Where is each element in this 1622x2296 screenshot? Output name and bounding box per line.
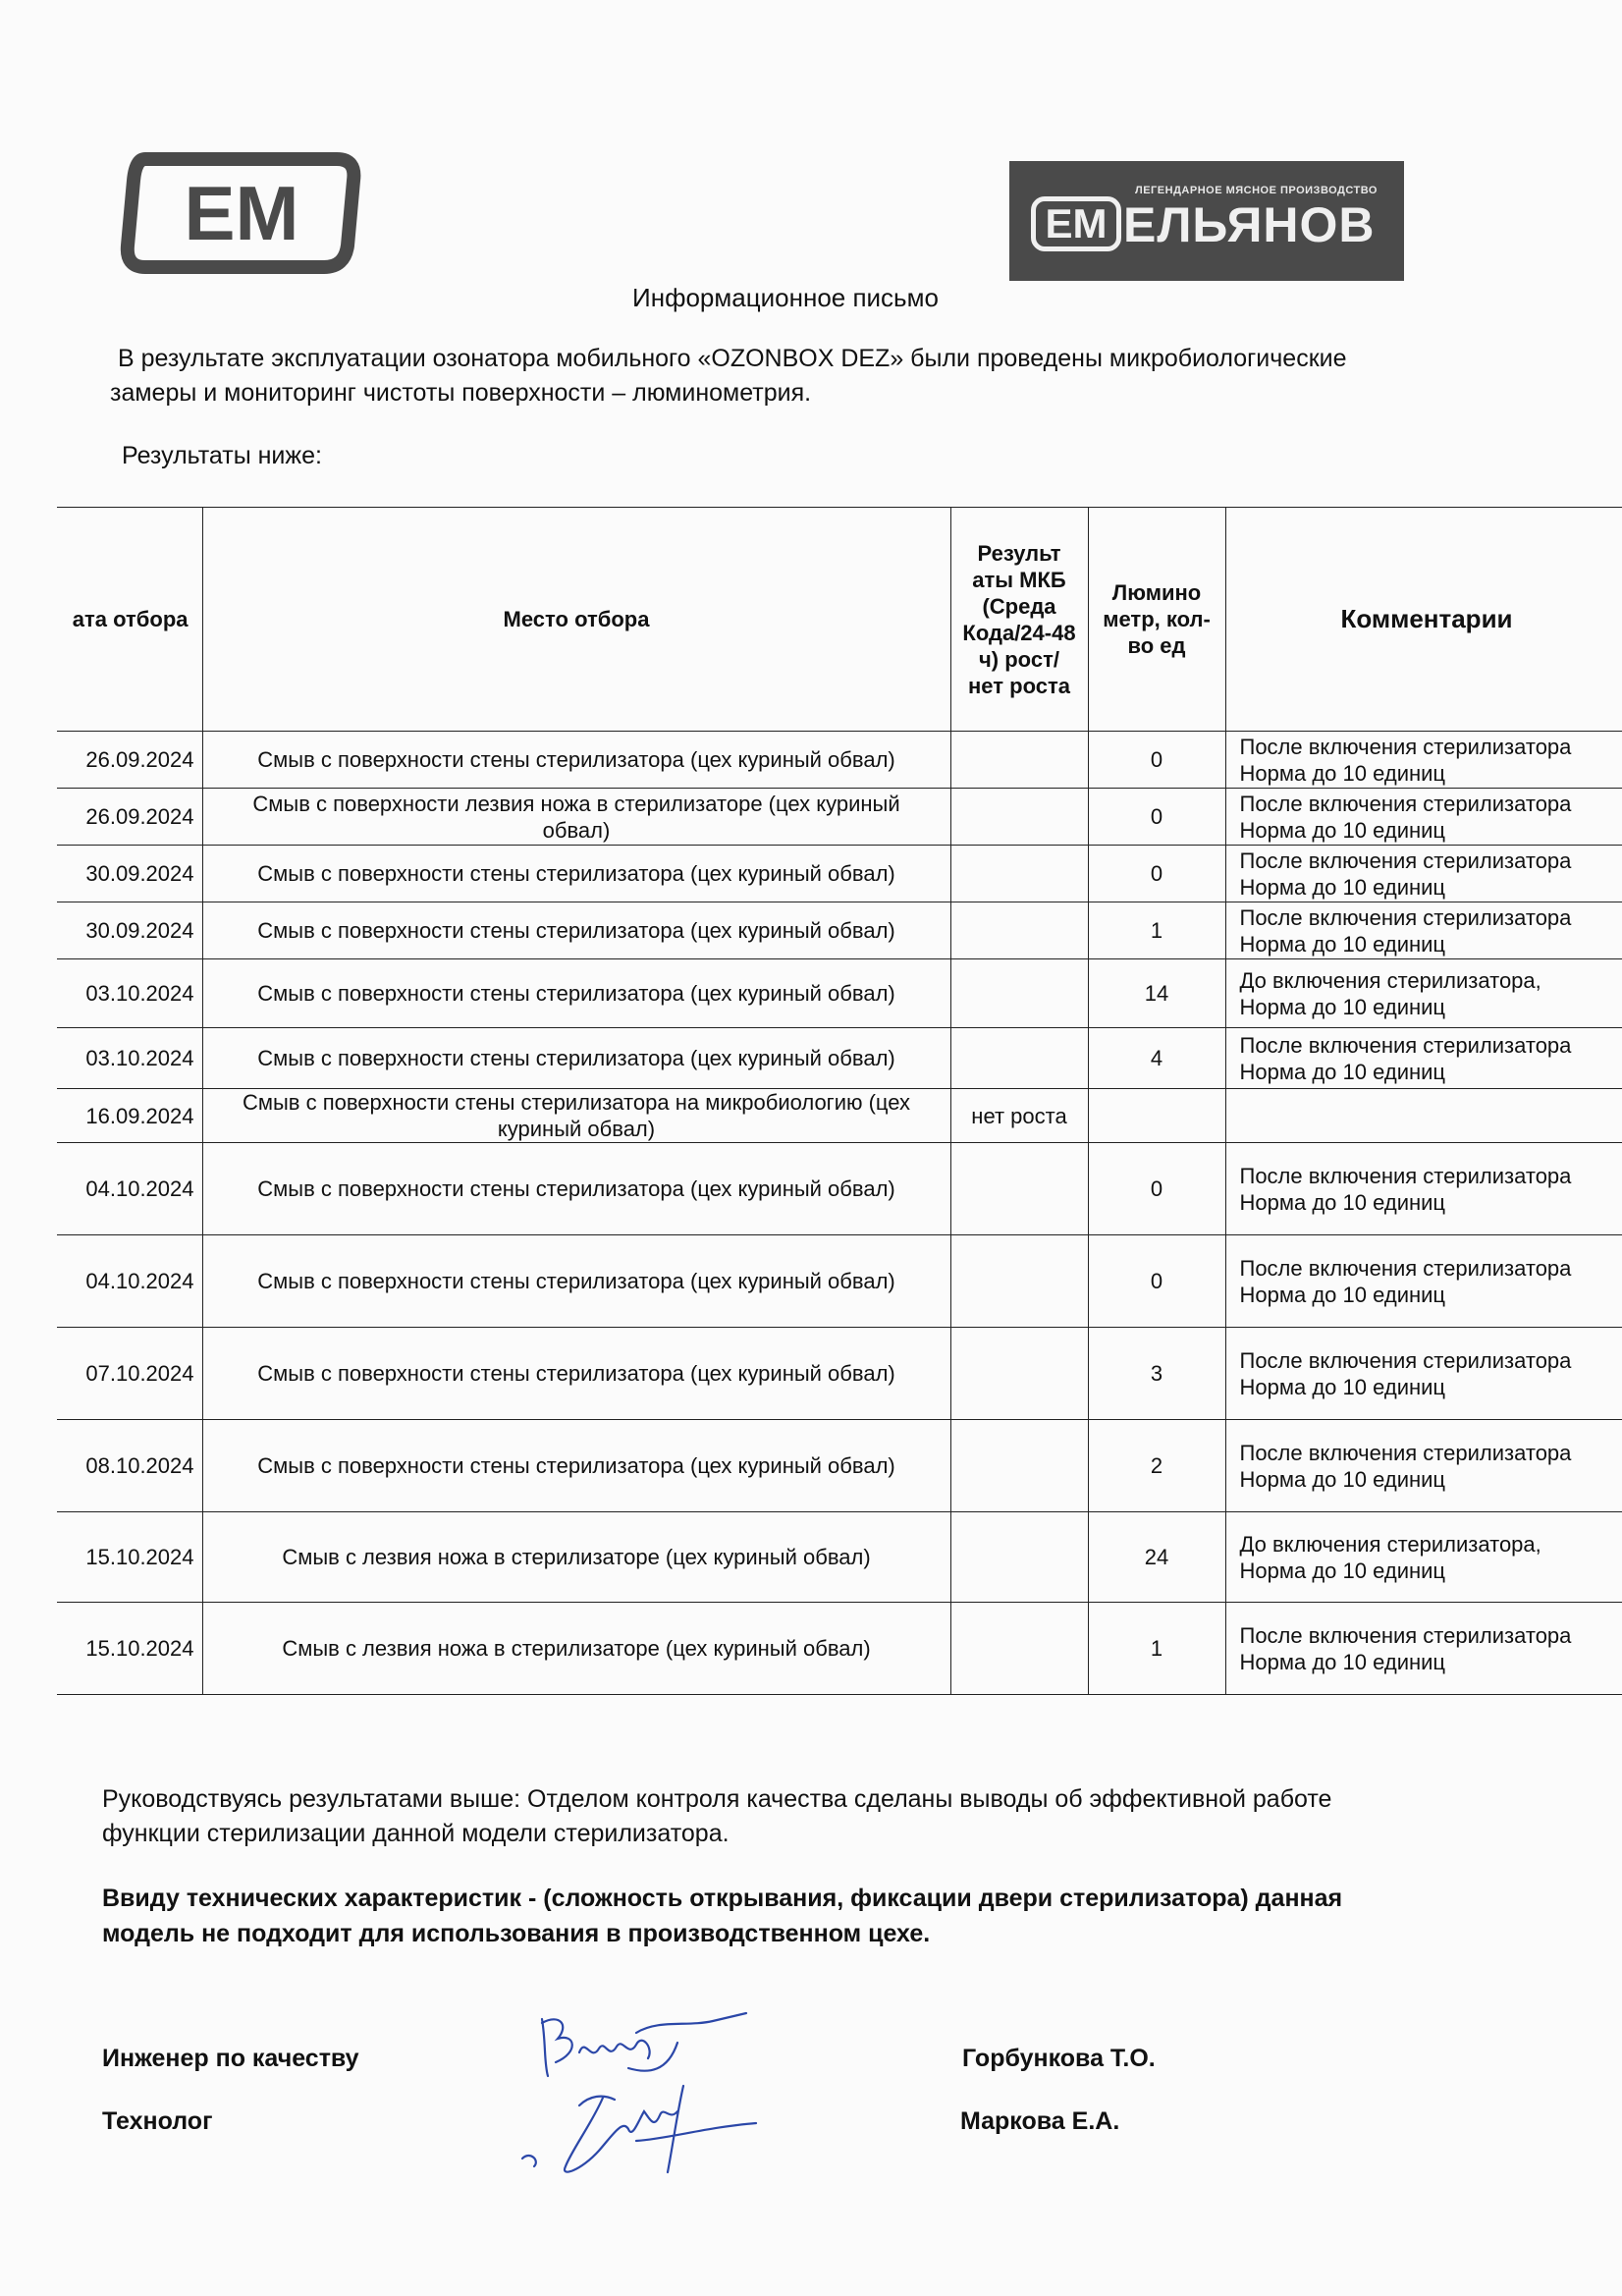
cell-mkb: нет роста [950,1089,1088,1143]
cell-place: Смыв с лезвия ножа в стерилизаторе (цех куриный обвал) [202,1603,950,1695]
header-date: ата отбора [57,508,202,732]
cell-date: 30.09.2024 [57,902,202,959]
comment-line: После включения стерилизатора [1239,791,1572,816]
cell-mkb [950,846,1088,902]
cell-comment [1225,1328,1622,1420]
verdict-line-2: модель не подходит для использования в производственном цехе. [102,1920,931,1947]
cell-luminometer: 0 [1088,1143,1225,1235]
cell-date: 15.10.2024 [57,1512,202,1603]
cell-mkb [950,1235,1088,1328]
cell-comment [1225,732,1622,789]
header-luminometer: Люмино метр, кол-во ед [1088,508,1225,732]
logo-tagline: ЛЕГЕНДАРНОЕ МЯСНОЕ ПРОИЗВОДСТВО [1135,185,1378,196]
comment-line: Норма до 10 единиц [1239,931,1446,957]
emelyanov-logo [1009,161,1404,281]
cell-luminometer: 4 [1088,1028,1225,1089]
cell-place: Смыв с поверхности стены стерилизатора (цех куриный обвал) [202,1420,950,1512]
comment-line: Норма до 10 единиц [1239,817,1446,843]
cell-mkb [950,1328,1088,1420]
cell-comment [1225,846,1622,902]
cell-mkb [950,1512,1088,1603]
cell-mkb [950,1603,1088,1695]
table-row [57,1028,1622,1089]
cell-date: 30.09.2024 [57,846,202,902]
cell-date: 15.10.2024 [57,1603,202,1695]
cell-comment [1225,1603,1622,1695]
header-mkb: Результ аты МКБ (Среда Кода/24-48 ч) рост/ нет роста [950,508,1088,732]
cell-place: Смыв с поверхности стены стерилизатора (цех куриный обвал) [202,959,950,1028]
comment-line: Норма до 10 единиц [1239,1189,1446,1215]
table-row [57,1328,1622,1420]
handwritten-signatures-graphic [520,2003,776,2180]
cell-luminometer: 2 [1088,1420,1225,1512]
cell-place: Смыв с поверхности стены стерилизатора (цех куриный обвал) [202,1328,950,1420]
table-header-row [57,508,1622,732]
results-table-wrap [57,507,1622,1715]
comment-line: После включения стерилизатора [1239,1032,1572,1058]
cell-date: 04.10.2024 [57,1143,202,1235]
comment-line: До включения стерилизатора, [1239,1531,1541,1557]
intro-line-1: В результате эксплуатации озонатора мобильного «OZONBOX DEZ» были проведены микробиологические [118,345,1347,372]
cell-comment [1225,1028,1622,1089]
results-table [57,507,1622,1695]
cell-luminometer [1088,1089,1225,1143]
cell-comment [1225,1089,1622,1143]
cell-date: 03.10.2024 [57,959,202,1028]
conclusion-paragraph [102,1782,1545,1851]
comment-line: Норма до 10 единиц [1239,1282,1446,1307]
intro-line-2: замеры и мониторинг чистоты поверхности – люминометрия. [110,379,812,407]
cell-place: Смыв с поверхности стены стерилизатора (цех куриный обвал) [202,1235,950,1328]
cell-comment [1225,1235,1622,1328]
handwritten-signatures [520,2003,776,2180]
em-logo-left [116,147,366,279]
cell-luminometer: 0 [1088,789,1225,846]
cell-luminometer: 0 [1088,846,1225,902]
table-row [57,732,1622,789]
cell-luminometer: 24 [1088,1512,1225,1603]
cell-mkb [950,1028,1088,1089]
cell-comment [1225,789,1622,846]
conclusion-line-1: Руководствуясь результатами выше: Отделом контроля качества сделаны выводы об эффективной работе [102,1785,1332,1813]
cell-luminometer: 3 [1088,1328,1225,1420]
cell-luminometer: 0 [1088,1235,1225,1328]
cell-comment [1225,959,1622,1028]
table-row [57,902,1622,959]
table-row [57,1143,1622,1235]
header-place: Место отбора [202,508,950,732]
comment-line: После включения стерилизатора [1239,1622,1572,1648]
comment-line: После включения стерилизатора [1239,1347,1572,1373]
cell-place: Смыв с поверхности стены стерилизатора (цех куриный обвал) [202,732,950,789]
signature-name-markova: Маркова Е.А. [960,2107,1120,2135]
cell-date: 16.09.2024 [57,1089,202,1143]
cell-date: 04.10.2024 [57,1235,202,1328]
comment-line: После включения стерилизатора [1239,1440,1572,1465]
cell-comment [1225,1512,1622,1603]
table-row [57,1420,1622,1512]
cell-mkb [950,902,1088,959]
em-logo-left-graphic [116,147,366,279]
cell-place: Смыв с поверхности лезвия ножа в стерилизаторе (цех куриный обвал) [202,789,950,846]
comment-line: Норма до 10 единиц [1239,874,1446,900]
cell-place: Смыв с поверхности стены стерилизатора (цех куриный обвал) [202,846,950,902]
results-label: Результаты ниже: [122,442,322,469]
table-row [57,959,1622,1028]
cell-place: Смыв с поверхности стены стерилизатора на микробиологию (цех куриный обвал) [202,1089,950,1143]
cell-date: 03.10.2024 [57,1028,202,1089]
comment-line: Норма до 10 единиц [1239,1649,1446,1674]
signature-name-gorbunkova: Горбункова Т.О. [962,2045,1156,2072]
cell-date: 26.09.2024 [57,732,202,789]
comment-line: Норма до 10 единиц [1239,994,1446,1019]
cell-luminometer: 0 [1088,732,1225,789]
document-title: Информационное письмо [632,283,939,312]
cell-place: Смыв с лезвия ножа в стерилизаторе (цех куриный обвал) [202,1512,950,1603]
cell-place: Смыв с поверхности стены стерилизатора (цех куриный обвал) [202,1143,950,1235]
cell-date: 08.10.2024 [57,1420,202,1512]
cell-mkb [950,789,1088,846]
comment-line: Норма до 10 единиц [1239,1059,1446,1084]
comment-line: Норма до 10 единиц [1239,760,1446,786]
cell-place: Смыв с поверхности стены стерилизатора (цех куриный обвал) [202,902,950,959]
cell-mkb [950,1420,1088,1512]
logo-brand-name: ЕЛЬЯНОВ [1123,197,1376,252]
conclusion-line-2: функции стерилизации данной модели стерилизатора. [102,1820,730,1847]
comment-line: После включения стерилизатора [1239,847,1572,873]
comment-line: После включения стерилизатора [1239,734,1572,759]
signature-role-quality-engineer: Инженер по качеству [102,2045,359,2072]
cell-comment [1225,1143,1622,1235]
cell-mkb [950,959,1088,1028]
cell-date: 07.10.2024 [57,1328,202,1420]
cell-luminometer: 1 [1088,902,1225,959]
comment-line: Норма до 10 единиц [1239,1466,1446,1492]
verdict-paragraph [102,1881,1545,1951]
comment-line: До включения стерилизатора, [1239,967,1541,993]
signature-role-technologist: Технолог [102,2107,213,2135]
cell-comment [1225,1420,1622,1512]
comment-line: Норма до 10 единиц [1239,1374,1446,1399]
cell-luminometer: 14 [1088,959,1225,1028]
table-row [57,1512,1622,1603]
table-row [57,789,1622,846]
table-row [57,846,1622,902]
verdict-line-1: Ввиду технических характеристик - (сложность открывания, фиксации двери стерилизатора) данная [102,1885,1343,1912]
comment-line: После включения стерилизатора [1239,1163,1572,1188]
em-logo-left-text: EM [184,170,299,256]
cell-place: Смыв с поверхности стены стерилизатора (цех куриный обвал) [202,1028,950,1089]
table-row [57,1603,1622,1695]
cell-mkb [950,1143,1088,1235]
comment-line: После включения стерилизатора [1239,1255,1572,1281]
comment-line: Норма до 10 единиц [1239,1558,1446,1583]
table-row [57,1089,1622,1143]
table-row [57,1235,1622,1328]
cell-luminometer: 1 [1088,1603,1225,1695]
header-comment: Комментарии [1225,508,1622,732]
cell-date: 26.09.2024 [57,789,202,846]
logo-em-box: EM [1031,196,1121,251]
cell-mkb [950,732,1088,789]
intro-paragraph [110,342,1543,410]
cell-comment [1225,902,1622,959]
comment-line: После включения стерилизатора [1239,904,1572,930]
